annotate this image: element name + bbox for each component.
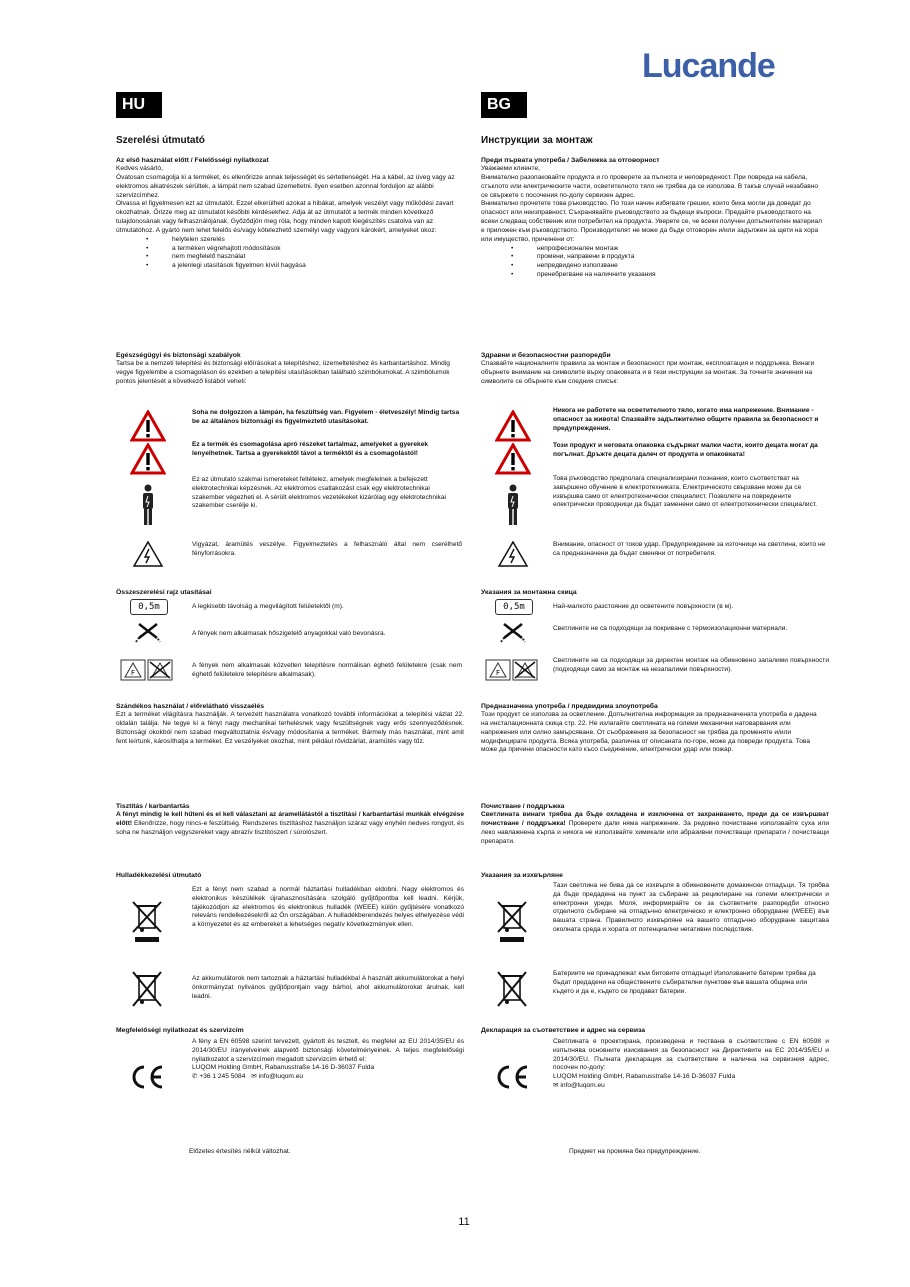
- warning-text: Ez az útmutató szakmai ismereteket feltételez, amelyek megfelelnek a befejezett elektrotechnikai képzésnek. Az elektromos csatlakozást csak egy elektrotechnikai szakember végezheti el. A sérült elektromos vezetékeket kizárólag egy elektrotechnikai szakember cserélje ki.: [192, 476, 446, 510]
- hu-section-intended-use: [116, 702, 464, 746]
- service-email[interactable]: info@luqom.eu: [258, 1073, 304, 1081]
- footer-note: Предмет на промяна без предупреждение.: [569, 1148, 701, 1155]
- battery-bin-icon: [130, 968, 164, 1012]
- warning-triangle-icon: [495, 410, 531, 442]
- paragraph: Ezt a terméket világításra használják. A tervezett használatra vonatkozó további információkat a telepítési vázlat 22. oldalán találja. Ne tegye ki a fényt nagy mechanikai terhelésnek vagy feszültségnek vagy erős szennyeződésnek. Biztonsági okokból nem szabad megváltoztatnia és/vagy módosítania a terméket. Bármely más használat, mint amit fent leírtunk, károsíthatja a terméket. Ez veszélyeket okozhat, mint például rövidzárlat, áramütés vagy tűz.: [116, 711, 464, 745]
- diagram-text: A fények nem alkalmasak közvetlen telepítésre normálisan éghető felületekre (csak nem éghető felületekre telepítésre alkalmasak).: [192, 662, 462, 678]
- disposal-text: Батериите не принадлежат към битовите отпадъци! Използваните батерии трябва да бъдат предадени на обществените събирателни пунктове във вашата община или където и да е, където се продават батерии.: [553, 970, 816, 995]
- phone-icon: ✆: [192, 1073, 198, 1081]
- brand-logo: Lucande: [642, 47, 775, 85]
- diagram-text: A fények nem alkalmasak hőszigetelő anyagokkal való bevonásra.: [192, 630, 386, 637]
- cleaning-warning: A fényt mindig le kell hűteni és el kell választani az áramellátástól a tisztítási / karbantartási munkák elvégzése előtt!: [116, 811, 464, 827]
- electrician-icon: [141, 484, 155, 526]
- section-title: Hulladékkezelési útmutató: [116, 872, 202, 879]
- page-number: 11: [458, 1216, 470, 1228]
- section-title: Здравни и безопасностни разпоредби: [481, 352, 611, 359]
- no-insulation-icon: [133, 620, 163, 644]
- svg-text:F: F: [495, 669, 501, 677]
- paragraph: Този продукт се използва за осветление. Допълнителна информация за предназначената употреба е дадена на инсталационната скица стр. 22. Не излагайте светлината на големи механични натоварвания или напрежения или силно замърсяване. От съображения за безопасност не трябва да променяте и/или модифицирате продукта. Всяка употреба, различна от описаната по-горе, може да повреди продукта. Това може да причини опасности като късо съединение, електрически удар или пожар.: [481, 711, 817, 754]
- contact-line: [192, 1073, 464, 1082]
- list-item: • непрофесионален монтаж: [537, 245, 825, 254]
- no-insulation-icon: [498, 620, 528, 644]
- no-flammable-surface-icon: [120, 659, 174, 681]
- paragraph: Внимателно разопаковайте продукта и го проверете за пълнота и неповреденост. При повреда на кабела, стъклото или електрическите части, осветителното тяло не трябва да се използва. В такъв случай незабавно се свържете с посочения по-долу сервизен адрес.: [481, 173, 819, 199]
- diagram-text: Светлините не са подходящи за покриване с термоизолационни материали.: [553, 625, 788, 632]
- section-title: Преди първата употреба / Забележка за отговорност: [481, 157, 660, 164]
- paragraph: Óvatosan csomagolja ki a terméket, és ellenőrizze annak teljességét és sértetlenségét. Ha a kábel, az üveg vagy az elektromos alkatrészek sérültek, a lámpát nem szabad üzemeltetni. Ilyen esetben azonnal forduljon az alábbi szervizcímhez.: [116, 173, 455, 199]
- list-item: • пренебрегване на наличните указания: [537, 271, 825, 280]
- paragraph: A fény a EN 60598 szerint tervezett, gyártott és tesztelt, és megfelel az EU 2014/35/EU és 2014/30/EU irányelveinek alapvető biztonsági követelményeinek. A teljes megfelelőségi nyilatkozatot a szervizcímen megadott szervizcím érhető el:: [192, 1038, 464, 1063]
- section-title: Megfelelőségi nyilatkozat és szervizcím: [116, 1027, 244, 1034]
- disposal-text: Ezt a fényt nem szabad a normál háztartási hulladékban eldobni. Nagy elektromos és elektronikus készülékek újrahasznosítására szolgáló gyűjtőpontba kell leadni. Kérjük, tájékozódjon az elektromos és elektronikus hulladék (WEEE) külön gyűjtésére vonatkozó releváns rendelkezésekről az Ön országában. A hulladékberendezés helyes elhelyezése védi a környezetet és az embereket a lehetséges negatív következmények ellen.: [192, 886, 464, 929]
- distance-badge-icon: 0,5m: [495, 599, 533, 615]
- conformity-text: [192, 1038, 464, 1082]
- ce-mark-icon: [128, 1064, 166, 1090]
- bg-section-cleaning: [481, 802, 829, 846]
- hu-section-before-use: [116, 156, 456, 271]
- section-title: Egészségügyi és biztonsági szabályok: [116, 352, 241, 359]
- distance-badge-icon: 0,5m: [130, 599, 168, 615]
- paragraph: Olvassa el figyelmesen ezt az útmutatót. Ezzel elkerülheti azokat a hibákat, amelyek veszélyt vagy működési zavart okozhatnak. Őrizze meg az útmutatót későbbi kérdésekhez. Adja át az útmutatót a termék minden következő tulajdonosának vagy felhasználójának. Győződjön meg róla, hogy minden kapott kiegészítés csatolva van az útmutatóhoz. A gyártó nem lehet felelős és/vagy kötelezhető személyi vagy vagyoni károkért, amelyeket okoz:: [116, 200, 454, 234]
- diagram-text: Светлините не са подходящи за директен монтаж на обикновено запалими повърхности (подходящи само за монтаж на незапалими повърхности).: [553, 657, 829, 673]
- section-title: Az első használat előtt / Felelősségi nyilatkozat: [116, 157, 269, 164]
- disposal-text: Az akkumulátorok nem tartoznak a háztartási hulladékba! A használt akkumulátorokat a helyi önkormányzat nyilvános gyűjtőpontjain vagy bárhol, ahol akkumulátorokat árulnak, kell leadni.: [192, 975, 464, 1000]
- mail-icon: ✉: [553, 1082, 559, 1090]
- paragraph: Внимателно прочетете това ръководство. По този начин избягвате грешки, които биха могли да доведат до опасност или неизправност. Съхранявайте ръководството за бъдещи въпроси. Предайте ръководството на всеки следващ собственик или потребител на продукта. Уверете се, че всеки получен допълнителен материал е приложен към ръководството. Производителят не може да бъде отговорен и/или задължен за щети на хора или имущество, причинени от:: [481, 200, 823, 243]
- list-item: • helytelen szerelés: [172, 236, 456, 245]
- paragraph: Спазвайте националните правила за монтаж и безопасност при монтаж, експлоатация и поддръжка. Винаги обърнете внимание на символите върху опаковката и в тези инструкции за монтаж. За точните значения на символите се обърнете към следния списък:: [481, 360, 815, 385]
- service-phone: +36 1 245 5084: [199, 1073, 246, 1081]
- warning-text: Внимание, опасност от токов удар. Предупреждение за източници на светлина, които не са предназначени да бъдат сменяни от потребителя.: [553, 541, 826, 557]
- cleaning-warning: Светлината винаги трябва да бъде охладена и изключена от захранването, преди да се извършват почистване / поддръжка!: [481, 811, 829, 827]
- bg-section-intended-use: [481, 702, 825, 755]
- lang-badge-hu: HU: [116, 92, 162, 118]
- electric-shock-icon: [132, 540, 164, 568]
- section-title: Декларация за съответствие и адрес на сервиза: [481, 1027, 646, 1034]
- greeting: Уважаеми клиенте,: [481, 165, 540, 173]
- lang-badge-bg: BG: [481, 92, 527, 118]
- service-email[interactable]: info@luqom.eu: [560, 1082, 605, 1090]
- diagram-text: A legkisebb távolság a megvilágított felületektől (m).: [192, 603, 344, 610]
- ce-mark-icon: [493, 1064, 531, 1090]
- warning-triangle-icon: [495, 443, 531, 475]
- cleaning-text: Проверете дали няма напрежение. За редовно почистване използвайте суха или леко навлажнена кърпа и никога не използвайте химикали или абразивни почистващи препарати / почистващи препарати.: [481, 819, 829, 845]
- list-item: • a terméken végrehajtott módosítások: [172, 245, 456, 254]
- weee-bin-icon: [495, 900, 529, 944]
- hu-section-cleaning: [116, 802, 464, 838]
- paragraph: [481, 811, 829, 846]
- warning-text: Vigyázat, áramütés veszélye. Figyelmeztetés a felhasználó által nem cserélhető fényforrásokra.: [192, 541, 462, 557]
- weee-bin-icon: [130, 900, 164, 944]
- electric-shock-icon: [497, 540, 529, 568]
- mail-icon: ✉: [251, 1073, 257, 1081]
- hu-section-safety: [116, 351, 456, 387]
- paragraph: [116, 811, 464, 837]
- section-title: Указания за изхвърляне: [481, 872, 563, 879]
- warning-text: Soha ne dolgozzon a lámpán, ha feszültség van. Figyelem - életveszély! Mindig tartsa be az általános biztonsági és figyelmeztető utasításokat.: [192, 409, 460, 425]
- conformity-text: [553, 1038, 829, 1091]
- no-flammable-surface-icon: [485, 659, 539, 681]
- warning-triangle-icon: [130, 410, 166, 442]
- section-title: Tisztítás / karbantartás: [116, 803, 190, 810]
- list-item: • непредвидено използване: [537, 262, 825, 271]
- section-title: Указания за монтажна скица: [481, 589, 577, 596]
- page-title-hu: Szerelési útmutató: [116, 135, 205, 146]
- list-item: • a jelenlegi utasítások figyelmen kívül hagyása: [172, 262, 456, 271]
- footer-note: Előzetes értesítés nélkül változhat.: [189, 1148, 291, 1155]
- contact-line: [553, 1082, 829, 1091]
- list-item: • nem megfelelő használat: [172, 253, 456, 262]
- diagram-text: Най-малкото разстояние до осветените повърхности (в м).: [553, 603, 734, 610]
- warning-text: Ez a termék és csomagolása apró részeket tartalmaz, amelyeket a gyerekek lenyelhetnek. Tartsa a gyerekektől távol a terméktől és a csomagolástól!: [192, 441, 429, 457]
- paragraph: Tartsa be a nemzeti telepítési és biztonsági előírásokat a telepítéshez, üzemeltetéshez és karbantartáshoz. Mindig vegye figyelembe a csomagoláson és ezekben a telepítési utasításokban található szimbólumokat. A szimbólumok pontos jelentését a következő listából veheti:: [116, 360, 450, 385]
- electrician-icon: [506, 484, 520, 526]
- section-title: Szándékos használat / előrelátható visszaélés: [116, 703, 265, 710]
- warning-text: Никога не работете на осветителното тяло, когато има напрежение. Внимание - опасност за живота! Спазвайте задължително общите правила за безопасност и предупреждения.: [553, 407, 819, 432]
- warning-text: Това ръководство предполага специализирани познания, които съответстват на завършено обучение в електротехниката. Електрическото свързване може да се извършва само от електротехнически специалист. Позволете на повредените електрически проводници да бъдат заменени само от електротехнически специалист.: [553, 475, 818, 509]
- svg-text:F: F: [130, 669, 136, 677]
- page-title-bg: Инструкции за монтаж: [481, 135, 593, 146]
- service-address: LUQOM Holding GmbH, Rabanusstraße 14-16 D-36037 Fulda: [192, 1064, 375, 1072]
- section-title: Összeszerelési rajz utasításai: [116, 589, 212, 596]
- bg-section-safety: [481, 351, 825, 387]
- greeting: Kedves vásárló,: [116, 165, 163, 173]
- disposal-text: Тази светлина не бива да се изхвърля в обикновените домакински отпадъци. Тя трябва да бъде предадена на пункт за събиране за рециклиране на големи електрически и електронни уреди. Моля, информирайте се за съответните разпоредби относно отделното събиране на отпадъчно електрическо и електронно оборудване (WEEE) във вашата страна. Правилното изхвърляне на вашето отпадъчно оборудване защитава околната среда и хората от потенциални негативни последствия.: [553, 882, 829, 934]
- list-item: • промени, направени в продукта: [537, 253, 825, 262]
- paragraph: Светлината е проектирана, произведена и тествана в съответствие с EN 60598 и изпълнява основните изисквания за безопасност на Директивите на ЕС 2014/35/EU и 2014/30/EU. Пълната декларация за съответствие е налична на сервизния адрес, посочен по-долу:: [553, 1038, 829, 1072]
- warning-text: Този продукт и неговата опаковка съдържат малки части, които децата могат да погълнат. Дръжте децата далеч от продукта и опаковката!: [553, 442, 818, 458]
- section-title: Почистване / поддръжка: [481, 803, 565, 810]
- section-title: Предназначена употреба / предвидима злоупотреба: [481, 703, 658, 710]
- bg-section-before-use: [481, 156, 825, 280]
- battery-bin-icon: [495, 968, 529, 1012]
- service-address: LUQOM Holding GmbH, Rabanusstraße 14-16 D-36037 Fulda: [553, 1073, 736, 1081]
- warning-triangle-icon: [130, 443, 166, 475]
- cleaning-text: Ellenőrizze, hogy nincs-e feszültség. Rendszeres tisztításhoz használjon száraz vagy enyhén nedves rongyot, és soha ne használjon vegyszereket vagy abrazív tisztítószert / súrolószert.: [116, 819, 464, 836]
